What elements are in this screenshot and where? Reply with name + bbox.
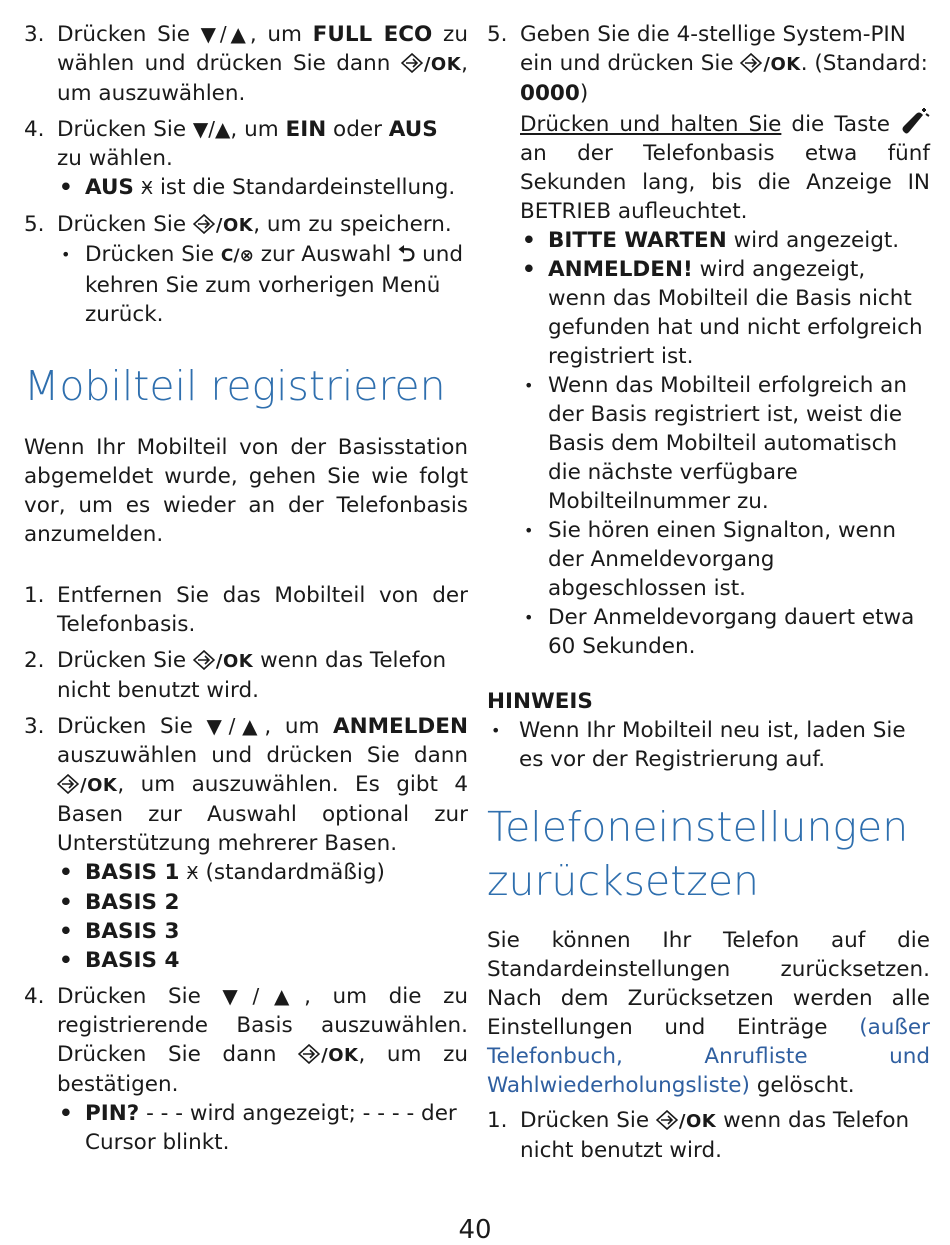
step-number: 4. xyxy=(24,117,45,142)
page-number: 40 xyxy=(458,1215,492,1245)
bullet-list xyxy=(57,240,468,329)
step-number: 1. xyxy=(24,583,45,608)
eco-step-5: 5. Drücken Sie /OK, um zu speichern. • Drücken Sie C/⊗ zur Auswahl ⮌ und kehren Sie zum vorherigen Menü zurück. xyxy=(24,210,468,329)
hold-instruction: Drücken und halten Sie die Taste an der Telefonbasis etwa fünf Sekunden lang, bis die Anzeige IN BETRIEB aufleuchtet. xyxy=(520,108,930,226)
handset-locator-icon xyxy=(900,108,930,136)
down-up-arrows-icon: ▼/▲ xyxy=(222,984,305,1008)
menu-key-icon xyxy=(193,214,215,234)
list-item: • BASIS 2 xyxy=(57,888,468,917)
down-up-arrows-icon: ▼/▲ xyxy=(200,22,250,46)
default-star-icon: Ӿ xyxy=(186,863,199,884)
register-step-5: 5. Geben Sie die 4-stellige System-PIN ein und drücken Sie /OK. (Standard: 0000) Drücken und halten Sie die Taste an der Telefonbasis etwa fünf Sekunden lang, bis die Anzeige IN BETRIEB aufleuchtet. • BITTE WARTEN wird angezeigt. • ANMELDEN! wird angezeigt, wenn das Mobilteil die Basis nicht gefunden hat und nicht erfolgreich registriert ist. • Wenn das Mobilteil erfolgreich an der Basis registriert ist, weist die Basis dem Mobilteil automatisch die nächste verfügbare Mobilteilnummer zu. • Sie hören einen Signalton, wenn der Anmeldevorgang abgeschlossen ist. • Der Anmeldevorgang dauert etwa 60 Sekunden. xyxy=(487,20,930,661)
list-item: • AUS Ӿ ist die Standardeinstellung. xyxy=(57,173,468,203)
intro-paragraph: Wenn Ihr Mobilteil von der Basisstation abgemeldet wurde, gehen Sie wie folgt vor, um es wieder an der Telefonbasis anzumelden. xyxy=(24,435,468,547)
list-item: • BASIS 4 xyxy=(57,946,468,975)
note-list xyxy=(487,716,930,774)
menu-key-icon xyxy=(57,774,79,794)
clear-mute-key-icon: C/⊗ xyxy=(220,246,254,266)
list-item: • Drücken Sie C/⊗ zur Auswahl ⮌ und kehren Sie zum vorherigen Menü zurück. xyxy=(57,240,468,329)
base-list xyxy=(57,858,468,975)
reset-step-1: 1. Drücken Sie /OK wenn das Telefon nicht benutzt wird. xyxy=(487,1108,910,1163)
register-step-4: 4. Drücken Sie ▼/▲, um die zu registrierende Basis auszuwählen. Drücken Sie dann /OK, um zu bestätigen. • PIN? - - - wird angezeigt; - - - - der Cursor blinkt. xyxy=(24,982,468,1157)
bullet-list xyxy=(57,173,468,203)
right-column xyxy=(487,20,930,1172)
register-step-2: 2. Drücken Sie /OK wenn das Telefon nicht benutzt wird. xyxy=(24,648,447,703)
eco-step-4: 4. Drücken Sie ▼/▲, um EIN oder AUS zu wählen. • AUS Ӿ ist die Standardeinstellung. xyxy=(24,115,468,203)
note-heading: HINWEIS xyxy=(487,689,593,714)
list-item: • BITTE WARTEN wird angezeigt. xyxy=(520,226,930,255)
list-item: • ANMELDEN! wird angezeigt, wenn das Mobilteil die Basis nicht gefunden hat und nicht erfolgreich registriert ist. xyxy=(520,255,930,371)
left-column xyxy=(24,20,468,1164)
step-number: 3. xyxy=(24,714,45,739)
menu-key-icon xyxy=(740,53,762,73)
list-item: • Sie hören einen Signalton, wenn der Anmeldevorgang abgeschlossen ist. xyxy=(520,516,930,603)
list-item: • BASIS 3 xyxy=(57,917,468,946)
list-item: • Wenn das Mobilteil erfolgreich an der Basis registriert ist, weist die Basis dem Mobilteil automatisch die nächste verfügbare Mobilteilnummer zu. xyxy=(520,371,930,516)
step-number: 5. xyxy=(487,22,508,47)
register-step-1: 1. Entfernen Sie das Mobilteil von der Telefonbasis. xyxy=(24,583,468,637)
menu-key-icon xyxy=(656,1110,678,1130)
register-step-3: 3. Drücken Sie ▼/▲, um ANMELDEN auszuwählen und drücken Sie dann /OK, um auszuwählen. Es gibt 4 Basen zur Auswahl optional zur Unterstützung mehrerer Basen. • BASIS 1 Ӿ (standardmäßig) • BASIS 2 • BASIS 3 • BASIS 4 xyxy=(24,712,468,975)
step-number: 1. xyxy=(487,1108,508,1133)
bullet-list xyxy=(57,1099,468,1157)
default-star-icon: Ӿ xyxy=(140,178,154,199)
list-item: • Wenn Ihr Mobilteil neu ist, laden Sie es vor der Registrierung auf. xyxy=(487,716,930,774)
list-item: • BASIS 1 Ӿ (standardmäßig) xyxy=(57,858,468,888)
list-item: • PIN? - - - wird angezeigt; - - - - der Cursor blinkt. xyxy=(57,1099,468,1157)
step-number: 2. xyxy=(24,648,45,673)
menu-key-icon xyxy=(193,650,215,670)
section-heading-register: Mobilteil registrieren xyxy=(24,362,446,410)
section-heading-reset: Telefoneinstellungen zurücksetzen xyxy=(487,803,909,905)
step-number: 5. xyxy=(24,212,45,237)
down-up-arrows-icon: ▼/▲ xyxy=(192,117,231,141)
reset-paragraph: Sie können Ihr Telefon auf die Standardeinstellungen zurücksetzen. Nach dem Zurücksetzen werden alle Einstellungen und Einträge (außer Telefonbuch, Anrufliste und Wahlwiederholungsliste) gelöscht. xyxy=(487,928,930,1098)
bullet-list xyxy=(520,226,930,661)
list-item: • Der Anmeldevorgang dauert etwa 60 Sekunden. xyxy=(520,603,930,661)
step-number: 4. xyxy=(24,984,45,1009)
back-icon: ⮌ xyxy=(398,242,416,267)
step-number: 3. xyxy=(24,22,45,47)
down-up-arrows-icon: ▼/▲ xyxy=(206,714,265,738)
menu-key-icon xyxy=(298,1044,320,1064)
menu-key-icon xyxy=(401,53,423,73)
exception-note: (außer Telefonbuch, Anrufliste und Wahlwiederholungsliste) xyxy=(487,1015,930,1098)
eco-step-3: 3. Drücken Sie ▼/▲, um FULL ECO zu wählen und drücken Sie dann /OK, um auszuwählen. xyxy=(24,22,468,106)
